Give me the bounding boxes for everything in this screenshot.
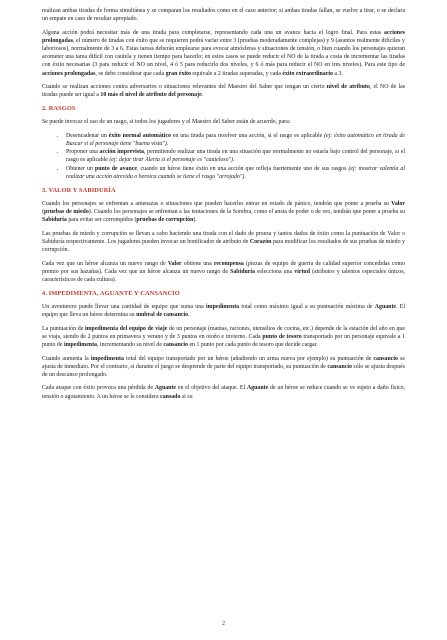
paragraph-impedimenta-total: Un aventurero puede llevar una cantidad de equipo que suma una impedimenta total como máximo igual a su puntuación máxima de Aguante. El equipo que lleva un héroe determina su umbral de cansancio.	[42, 304, 405, 319]
page-number: 2	[222, 621, 225, 627]
paragraph-rasgos-intro: Se puede invocar el uso de un rasgo, si todos los jugadores y el Maestro del Saber están de acuerdo, para:	[42, 119, 291, 126]
list-item: • Desencadenar un éxito normal automático en una tirada para resolver una acción, si el rasgo es aplicable (ej: éxito automático en tirada de Buscar si el personaje tiene "buena vista").	[66, 132, 405, 148]
paragraph-tiradas-simultaneas: realizan ambas tiradas de forma simultánea y se comparan los resultados como en el caso anterior; si ambas tiradas fallan, se vuelve a tirar, o se declara un empate en caso de resultar apropiado.	[42, 8, 405, 23]
paragraph-nivel-atributo: Cuando se realizan acciones contra adversarios o situaciones relevantes del Maestro del Saber que tengan un cierto nivel de atributo, el NO de las tiradas puede ser igual a 10 más el nivel de atributo del personaje.	[42, 84, 405, 99]
paragraph-perdida-aguante: Cada ataque con éxito provoca una pérdida de Aguante en el objetivo del ataque. El Aguante de un héroe se reduce cuando se ve sujeto a daño físico, tensión o agotamiento. A un héroe se le considera cansado si su	[42, 385, 405, 400]
paragraph-recompensa-virtud: Cada vez que un héroe alcanza un nuevo rango de Valor obtiene una recompensa (piezas de equipo de guerra de calidad superior concedidas como premio por sus hazañas). Cada vez que un héroe alcanza un nuevo rango de Sabiduría selecciona una virtud (atributos y talentos especiales únicos, característicos de cada cultura).	[42, 260, 406, 284]
paragraph-pruebas: Cuando los personajes se enfrentan a amenazas o situaciones que pueden hacerles entrar en estado de pánico, tendrán que poner a prueba su Valor (pruebas de miedo). Cuando los personajes se enfrentan a las tentaciones de la Sombra, como el ansia de poder o de oro, tendrán que poner a prueba su Sabiduría para evitar ser corrompidos (pruebas de corrupción).	[42, 201, 405, 224]
rasgos-list	[42, 132, 405, 181]
paragraph-equipo-viaje: La puntuación de impedimenta del equipo de viaje de un personaje (mantas, raciones, utensilios de cocina, etc.) depende de la estación del año en que se viaja, siendo de 2 puntos en primavera y verano y de 3 puntos en otoño e invierno. Cada punto de tesoro transportado por un personaje equivale a 1 punto de impedimenta, incrementando su nivel de cansancio en 1 punto por cada punto de tesoro que decide cargar.	[42, 325, 405, 349]
paragraph-miedo-corrupcion: Las pruebas de miedo y corrupción se llevan a cabo haciendo una tirada con el dado de proeza y tantos dados de éxito como la puntuación de Valor o Sabiduría respectivamente. Los jugadores pueden invocar un bonificador de atributo de Corazón para modificar los resultados de sus pruebas de miedo y corrupción.	[42, 230, 405, 254]
list-item: • Proponer una acción imprevista, permitiendo realizar una tirada en una situación que normalmente no estaría bajo control del personaje, si el rasgo es aplicable (ej: dejar tirar Alerta si el personaje es "cauteloso").	[66, 148, 405, 164]
paragraph-acciones-prolongadas: Alguna acción podrá necesitar más de una tirada para completarse, representando cada una un avance hacia el logro final. Para estas acciones prolongadas, el número de tiradas con éxito que se requieren podrá variar entre 3 (pruebas moderadamente complejas) y 9 (asuntos realmente difíciles y laboriosos), normalmente de 3 a 6. Estas tareas deberán emplearse para evocar atmósferas y situaciones de tensión, o bien cuando los personajes quieran acometer una tarea difícil con cautela y tienen tiempo para hacerlo; en estos casos se puede reducir el NO de la tirada a costa de incrementar las tiradas con éxito necesarias (3 para reducir el NO un nivel, 4 ó 5 para reducirlo dos niveles, y 6 ó más para reducir el NO en tres niveles). Para este tipo de acciones prolongadas, se debe considerar que cada gran éxito equivale a 2 tiradas superadas, y cada éxito extraordinario a 3.	[42, 29, 405, 77]
paragraph-ajuste-cansancio: Cuando aumenta la impedimenta total del equipo transportado por un héroe (añadiendo un arma nueva por ejemplo) su puntuación de cansancio se ajusta de inmediato. Por el contrario, si durante el juego se desprende de parte del equipo transportado, su puntuación de cansancio sólo se ajusta después de un descanso prolongado.	[42, 355, 405, 379]
heading-rasgos: 2. RASGOS	[42, 105, 76, 113]
heading-impedimenta: 4. IMPEDIMENTA, AGUANTE Y CANSANCIO	[42, 290, 180, 298]
heading-valor-sabiduria: 3. VALOR Y SABIDURÍA	[42, 187, 116, 195]
list-item: • Obtener un punto de avance, cuando un héroe tiene éxito en una acción que refleja fuertemente uno de sus rasgos (ej: mostrar valentía al realizar una acción atrevida o heroica cuando se tiene el rasgo "arrojado").	[66, 165, 405, 181]
